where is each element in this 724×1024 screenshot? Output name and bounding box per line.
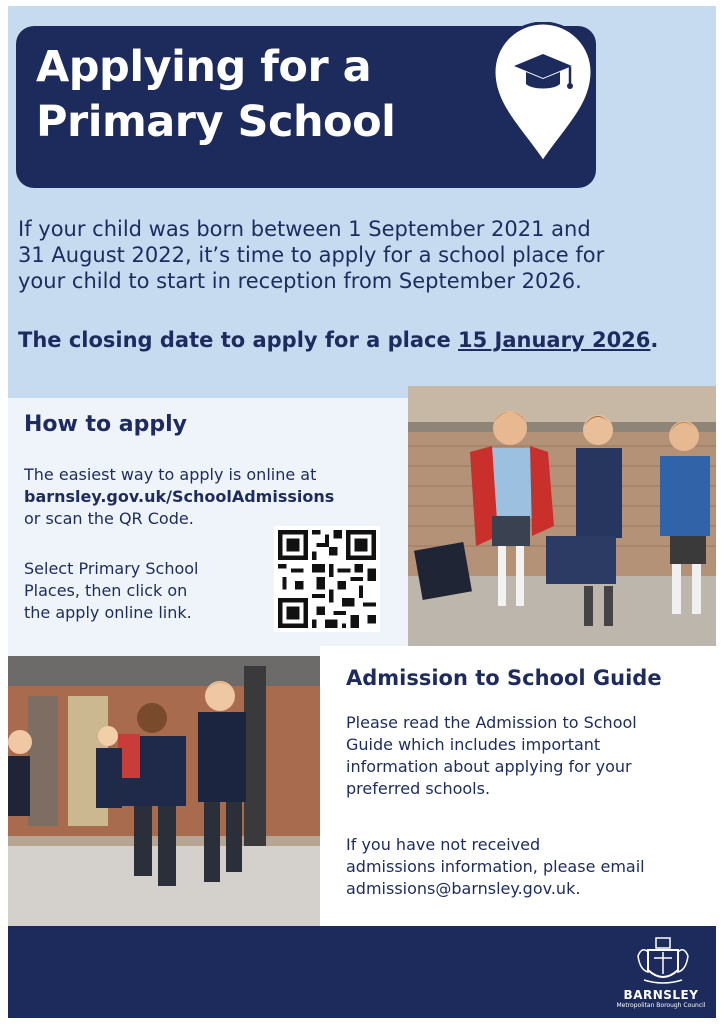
children-walking-photo bbox=[408, 386, 716, 650]
page-title: Applying for a Primary School bbox=[36, 42, 396, 147]
contact-paragraph: If you have not received admissions information, please email admissions@barnsley.gov.uk. bbox=[346, 834, 710, 900]
council-crest-icon bbox=[634, 936, 692, 986]
children-running-photo bbox=[8, 656, 320, 926]
intro-text: If your child was born between 1 September 2021 and 31 August 2022, it’s time to apply for a school place for your child to start in reception from September 2026. bbox=[18, 217, 605, 293]
how-to-apply-heading: How to apply bbox=[24, 412, 188, 437]
council-logo-text: BARNSLEY Metropolitan Borough Council bbox=[616, 988, 706, 1009]
admission-guide-heading: Admission to School Guide bbox=[346, 666, 662, 690]
admission-guide-section bbox=[320, 646, 716, 926]
flyer bbox=[8, 6, 716, 1018]
footer bbox=[8, 926, 716, 1018]
qr-code[interactable] bbox=[274, 526, 380, 632]
closing-date-text: The closing date to apply for a place 15 January 2026. bbox=[18, 328, 659, 352]
closing-date: 15 January 2026 bbox=[458, 328, 651, 352]
graduation-cap-pin-icon bbox=[492, 22, 594, 164]
how-to-apply-text: The easiest way to apply is online at barnsley.gov.uk/SchoolAdmissions or scan the QR Code. bbox=[24, 464, 404, 530]
admissions-link[interactable]: barnsley.gov.uk/SchoolAdmissions bbox=[24, 487, 335, 506]
guide-paragraph: Please read the Admission to School Guide which includes important information about applying for your preferred schools. bbox=[346, 713, 637, 798]
how-to-apply-section bbox=[8, 398, 408, 656]
admissions-email-link[interactable]: admissions@barnsley.gov.uk. bbox=[346, 879, 581, 898]
select-instructions: Select Primary School Places, then click on the apply online link. bbox=[24, 559, 199, 622]
header-section bbox=[8, 6, 716, 398]
